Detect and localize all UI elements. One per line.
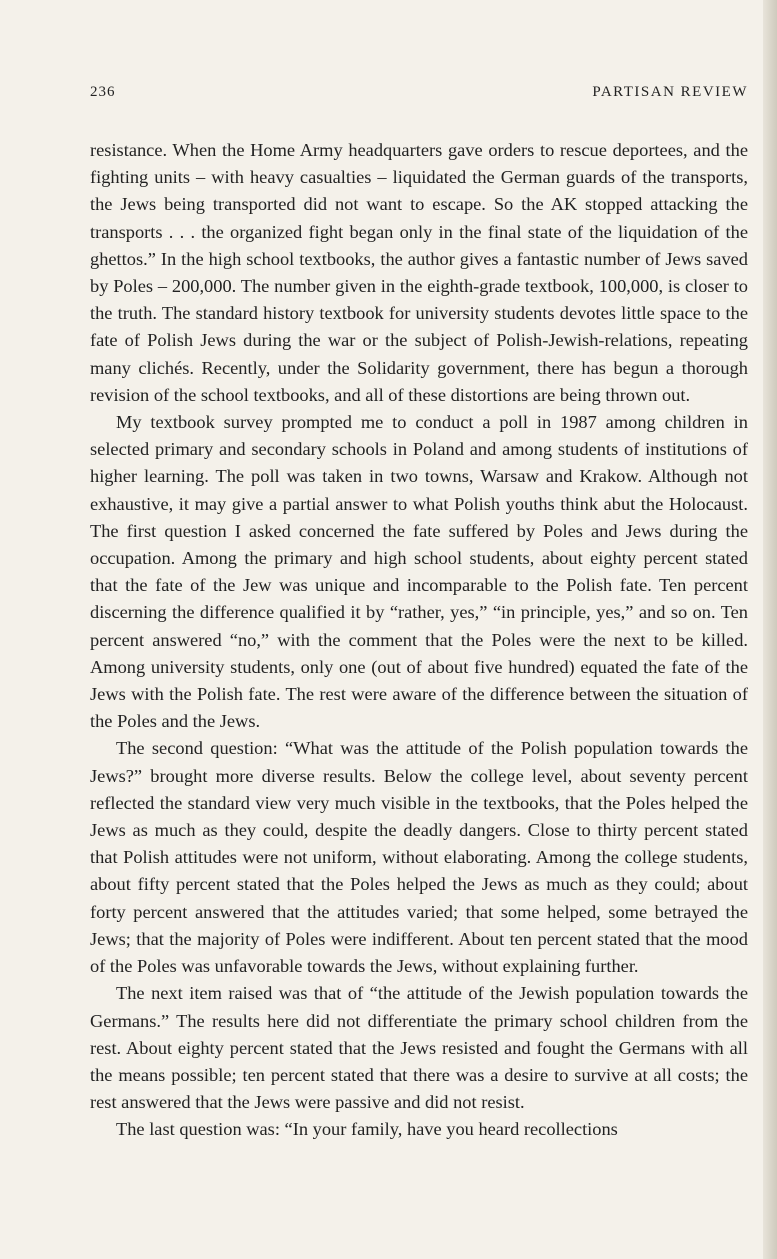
paragraph-second-question: The second question: “What was the attitude of the Polish population towards the Jews?” brought more diverse results. Below the college level, about seventy percent reflected the standard view very much visible in the textbooks, that the Poles helped the Jews as much as they could, despite the deadly dangers. Close to thirty percent stated that Polish attitudes were not uniform, without elaborating. Among the college students, about fifty percent stated that the Poles helped the Jews as much as they could; about forty percent answered that the attitudes varied; that some helped, some betrayed the Jews; that the majority of Poles were indifferent. About ten percent stated that the mood of the Poles was unfavorable towards the Jews, without explaining further. xyxy=(90,738,748,977)
body-text xyxy=(90,137,748,1144)
page-edge-shadow xyxy=(763,0,777,1259)
page-number: 236 xyxy=(90,84,116,100)
paragraph-last-question: The last question was: “In your family, have you heard recollections xyxy=(116,1119,618,1140)
paragraph-textbook-survey: My textbook survey prompted me to conduct a poll in 1987 among children in selected primary and secondary schools in Poland and among students of institutions of higher learning. The poll was taken in two towns, Warsaw and Krakow. Although not exhaustive, it may give a partial answer to what Polish youths think abut the Holocaust. The first question I asked concerned the fate suffered by Poles and Jews during the occupation. Among the primary and high school students, about eighty percent stated that the fate of the Jew was unique and incomparable to the Polish fate. Ten percent discerning the difference qualified it by “rather, yes,” “in principle, yes,” and so on. Ten percent answered “no,” with the comment that the Poles were the next to be killed. Among university students, only one (out of about five hundred) equated the fate of the Jews with the Polish fate. The rest were aware of the difference between the situation of the Poles and the Jews. xyxy=(90,412,748,732)
paragraph-continued: resistance. When the Home Army headquarters gave orders to rescue deportees, and the fighting units – with heavy casualties – liquidated the German guards of the transports, the Jews being transported did not want to escape. So the AK stopped attacking the transports . . . the organized fight began only in the final state of the liquidation of the ghettos.” In the high school textbooks, the author gives a fantastic number of Jews saved by Poles – 200,000. The number given in the eighth-grade textbook, 100,000, is closer to the truth. The standard history textbook for university students devotes little space to the fate of Polish Jews during the war or the subject of Polish-Jewish-relations, repeating many clichés. Recently, under the Solidarity government, there has begun a thorough revision of the school textbooks, and all of these distortions are being thrown out. xyxy=(90,140,748,405)
journal-title: PARTISAN REVIEW xyxy=(592,84,748,100)
paragraph-next-item: The next item raised was that of “the attitude of the Jewish population towards the Germans.” The results here did not differentiate the primary school children from the rest. About eighty percent stated that the Jews resisted and fought the Germans with all the means possible; ten percent stated that there was a desire to survive at all costs; the rest answered that the Jews were passive and did not resist. xyxy=(90,983,748,1113)
running-head xyxy=(90,84,748,106)
